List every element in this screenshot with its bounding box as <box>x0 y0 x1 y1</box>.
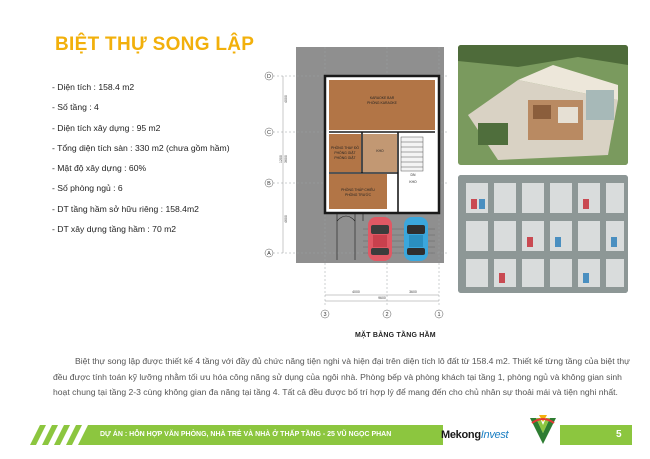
grid-row-label: D <box>267 74 271 80</box>
room-label: PHÒNG GIẶT <box>334 151 356 155</box>
grid-row-label: A <box>267 251 271 257</box>
brand-sub: Invest <box>480 429 509 441</box>
grid-row-label: C <box>267 130 271 136</box>
dimension-label: 9600 <box>378 296 386 300</box>
spec-list <box>52 77 230 239</box>
footer-chevrons-icon <box>30 425 96 445</box>
villa-3d-render-image <box>458 45 628 165</box>
spec-item: - Diện tích xây dựng : 95 m2 <box>52 122 161 133</box>
description-paragraph: Biệt thự song lập được thiết kế 4 tầng với đầy đủ chức năng tiện nghi và hiện đại trên diện tích lô đất từ 158.4 m2. Thiết kế từng tầng của biệt thự đều được tính toán kỹ lưỡng nhằm tối ưu hóa công năng sử dụng của ngôi nhà. Phòng bếp và phòng khách tại tầng 1, phòng ngủ và không gian sinh hoạt chung tại tầng 2-3 cùng không gian đa năng tại tầng 4. Tất cả đều được bố trí hợp lý để mang đến cho chủ nhân sự thoải mái và tiện nghi nhất. <box>53 356 630 397</box>
parking-3d-render-image <box>458 175 628 293</box>
spec-item: - Diện tích : 158.4 m2 <box>52 82 135 92</box>
dimension-label: 3600 <box>409 290 417 294</box>
brand-name <box>441 425 508 445</box>
floor-plan-caption: MẶT BẰNG TẦNG HẦM <box>355 332 436 339</box>
grid-col-label: 2 <box>385 312 389 318</box>
red-car-icon <box>368 217 392 261</box>
mekong-invest-logo-icon <box>526 413 560 449</box>
spec-item: - Số phòng ngủ : 6 <box>52 183 123 194</box>
spec-item: - DT tầng hầm sở hữu riêng : 158.4m2 <box>52 203 199 214</box>
room-label: DN <box>410 173 416 177</box>
dimension-label: 1200 <box>279 155 283 163</box>
spec-item: - Mật độ xây dựng : 60% <box>52 163 147 174</box>
room-label: KHO <box>376 149 384 153</box>
dimension-label: 4000 <box>352 290 360 294</box>
room-label: PHÒNG THAY ĐỒ <box>330 146 360 150</box>
grid-col-label: 1 <box>437 312 441 318</box>
room-label: KARAOKE BAR <box>369 96 395 100</box>
room-label: PHÒNG THÁP CHIÊU <box>341 188 375 192</box>
dimension-label: 3600 <box>284 155 288 163</box>
spec-item: - Tổng diện tích sàn : 330 m2 (chưa gồm hầm) <box>52 142 230 153</box>
spec-item: - DT xây dựng tầng hầm : 70 m2 <box>52 224 177 235</box>
brand-main: Mekong <box>441 429 481 441</box>
page-number: 5 <box>616 429 622 440</box>
room-label: PHÒNG GIẶT <box>334 156 356 160</box>
page-title: BIỆT THỰ SONG LẬP <box>55 34 255 55</box>
room-label: KHO <box>409 180 417 184</box>
grid-col-label: 3 <box>323 312 327 318</box>
basement-floor-plan <box>263 45 455 323</box>
room-label: PHÒNG KARAOKE <box>367 101 397 105</box>
dimension-label: 4600 <box>284 215 288 223</box>
spec-item: - Số tầng : 4 <box>52 102 99 113</box>
project-name: DỰ ÁN : HỖN HỢP VĂN PHÒNG, NHÀ TRẺ VÀ NHÀ Ở THẤP TẦNG - 25 VŨ NGỌC PHAN <box>100 431 392 438</box>
room-label: PHÒNG TRƯỚC <box>344 193 372 197</box>
dimension-label: 4000 <box>284 95 288 103</box>
blue-car-icon <box>404 217 428 261</box>
grid-row-label: B <box>267 181 271 187</box>
